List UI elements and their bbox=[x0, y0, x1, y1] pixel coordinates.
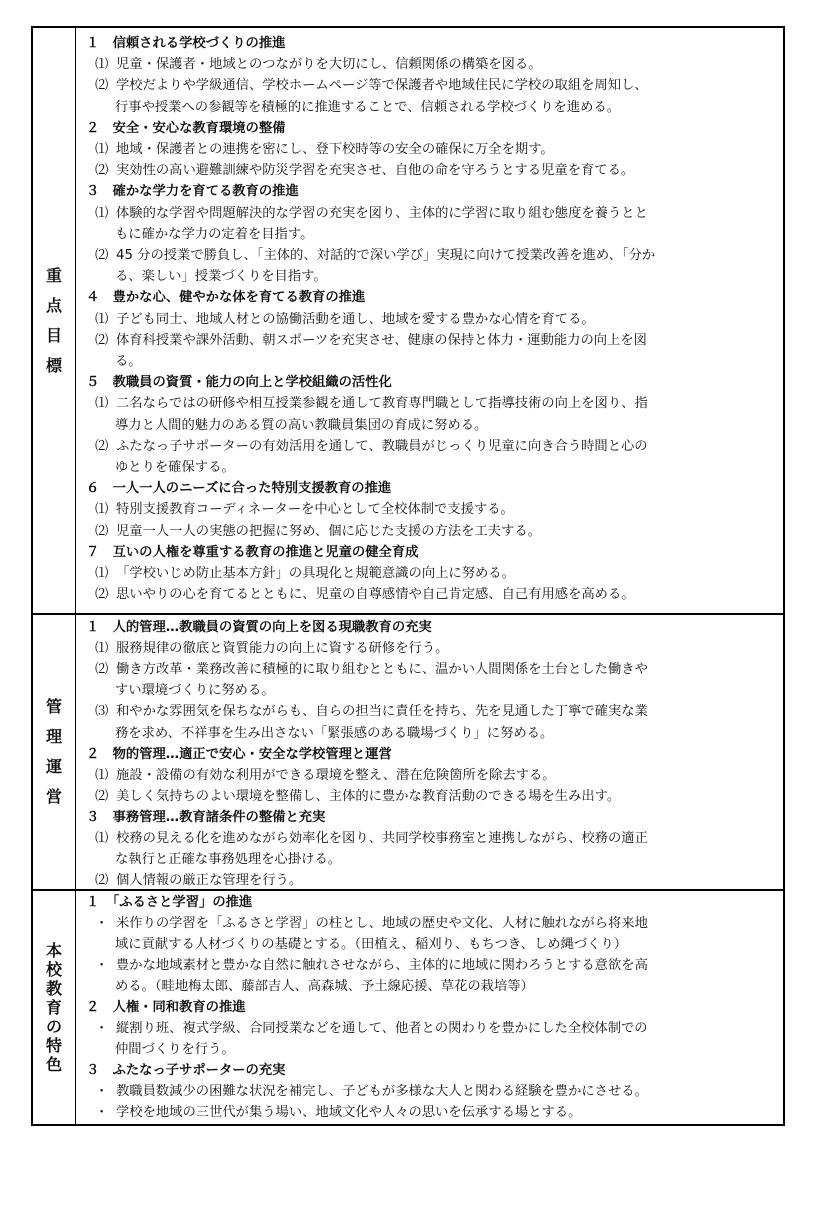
section-management bbox=[33, 613, 783, 889]
list-item bbox=[95, 1102, 581, 1123]
item-marker: ⑵ bbox=[95, 332, 109, 348]
item-text: 児童・保護者・地域とのつながりを大切にし、信頼関係の構築を図る。 bbox=[116, 57, 542, 73]
item-marker: ⑴ bbox=[95, 142, 109, 157]
section-label bbox=[33, 28, 76, 613]
item-text: 域に貢献する人材づくりの基礎とする。（田植え、稲刈り、もちつき、しめ縄づくり） bbox=[115, 937, 628, 952]
list-item bbox=[95, 1081, 648, 1102]
heading: ２ 物的管理…適正で安心・安全な学校管理と運営 bbox=[86, 746, 392, 762]
section-label-char: 特 bbox=[45, 1035, 62, 1055]
item-marker: ・ bbox=[95, 1021, 109, 1036]
heading: １ 「ふるさと学習」の推進 bbox=[86, 895, 253, 910]
heading: ４ 豊かな心、健やかな体を育てる教育の推進 bbox=[86, 290, 366, 306]
item-marker: ⑴ bbox=[95, 767, 109, 783]
list-item bbox=[95, 203, 648, 224]
item-text: 子ども同士、地域人材との協働活動を通し、地域を愛する豊かな心情を育てる。 bbox=[116, 311, 595, 327]
list-item bbox=[95, 1018, 648, 1039]
list-item bbox=[95, 309, 595, 330]
item-text: める。（畦地梅太郎、藤部吉人、高森城、予土線応援、草花の栽培等） bbox=[115, 979, 534, 994]
section-label-char: 重 bbox=[45, 265, 62, 285]
item-text: 施設・設備の有効な利用ができる環境を整え、潜在危険箇所を除去する。 bbox=[116, 767, 556, 783]
item-text: 縦割り班、複式学級、合同授業などを通して、他者との関わりを豊かにした全校体制での bbox=[116, 1021, 648, 1036]
section-label bbox=[33, 891, 76, 1124]
list-item bbox=[95, 563, 515, 584]
section-body bbox=[75, 615, 783, 889]
section-label-char: の bbox=[45, 1016, 62, 1036]
heading: ３ 事務管理…教育諸条件の整備と充実 bbox=[86, 809, 326, 825]
list-item bbox=[95, 521, 541, 542]
section-label-char: 管 bbox=[45, 697, 62, 716]
item-marker: ⑴ bbox=[95, 831, 109, 846]
section-label-char: 標 bbox=[45, 355, 62, 375]
list-item bbox=[95, 786, 620, 807]
item-marker: ⑴ bbox=[95, 205, 109, 221]
list-item-continuation bbox=[115, 934, 627, 955]
section-body bbox=[75, 28, 783, 613]
item-marker: ⑵ bbox=[95, 788, 109, 804]
list-item bbox=[95, 160, 634, 181]
heading: ７ 互いの人権を尊重する教育の推進と児童の健全育成 bbox=[86, 544, 419, 560]
item-marker: ⑴ bbox=[95, 57, 109, 73]
list-item bbox=[95, 436, 648, 457]
item-marker: ⑵ bbox=[95, 438, 109, 454]
heading: ２ 人権・同和教育の推進 bbox=[86, 1000, 246, 1015]
item-text: 校務の見える化を進めながら効率化を図り、共同学校事務室と連携しながら、校務の適正 bbox=[116, 831, 648, 846]
list-item bbox=[95, 913, 648, 934]
list-item bbox=[95, 584, 635, 605]
item-text: 思いやりの心を育てるとともに、児童の自尊感情や自己肯定感、自己有用感を高める。 bbox=[116, 587, 635, 603]
list-item-continuation bbox=[115, 97, 620, 118]
item-text: ふたなっ子サポーターの有効活用を通して、教職員がじっくり児童に向き合う時間と心の bbox=[116, 438, 648, 454]
item-text: 教職員数減少の困難な状況を補完し、子どもが多様な大人と関わる経験を豊かにさせる。 bbox=[116, 1084, 648, 1099]
item-text: 学校だよりや学級通信、学校ホームページ等で保護者や地域住民に学校の取組を周知し、 bbox=[116, 78, 648, 94]
list-item bbox=[95, 638, 448, 659]
heading: ６ 一人一人のニーズに合った特別支援教育の推進 bbox=[86, 481, 392, 497]
item-marker: ・ bbox=[95, 1084, 109, 1099]
section-label-char: 教 bbox=[45, 978, 62, 998]
item-marker: ・ bbox=[95, 958, 109, 973]
section-school-features bbox=[33, 889, 783, 1124]
section-body bbox=[75, 891, 783, 1124]
item-text: 美しく気持ちのよい環境を整備し、主体的に豊かな教育活動のできる場を生み出す。 bbox=[116, 788, 621, 804]
list-item-continuation bbox=[115, 1039, 235, 1060]
item-text: 務を求め、不祥事を生み出さない「緊張感のある職場づくり」に努める。 bbox=[115, 725, 554, 741]
item-text: ゆとりを確保する。 bbox=[115, 460, 235, 475]
item-marker: ⑴ bbox=[95, 502, 109, 518]
item-marker: ・ bbox=[95, 916, 109, 931]
heading: １ 人的管理…教職員の資質の向上を図る現職教育の充実 bbox=[86, 620, 432, 635]
section-label-char: 育 bbox=[45, 997, 62, 1017]
section-label-char: 営 bbox=[45, 787, 62, 806]
section-priority-goals bbox=[33, 28, 783, 613]
list-item bbox=[95, 499, 514, 520]
item-text: 豊かな地域素材と豊かな自然に触れさせながら、主体的に地域に関わろうとする意欲を高 bbox=[116, 958, 648, 973]
list-item bbox=[95, 828, 648, 849]
list-item bbox=[95, 139, 554, 160]
item-marker: ⑶ bbox=[95, 704, 109, 720]
list-item bbox=[95, 330, 647, 351]
heading: ５ 教職員の資質・能力の向上と学校組織の活性化 bbox=[86, 375, 392, 391]
section-label-char: 色 bbox=[45, 1054, 62, 1074]
item-marker: ⑴ bbox=[95, 566, 109, 581]
item-marker: ⑵ bbox=[95, 662, 109, 678]
item-text: 働き方改革・業務改善に積極的に取り組むとともに、温かい人間関係を土台とした働きや bbox=[116, 662, 648, 678]
list-item-continuation bbox=[115, 457, 235, 478]
list-item-continuation bbox=[115, 224, 313, 245]
list-item bbox=[95, 955, 648, 976]
section-label bbox=[33, 615, 76, 889]
item-marker: ⑴ bbox=[95, 641, 109, 657]
item-text: 体育科授業や課外活動、朝スポーツを充実させ、健康の保持と体力・運動能力の向上を図 bbox=[116, 332, 647, 348]
list-item bbox=[95, 54, 542, 75]
list-item-continuation bbox=[115, 849, 341, 870]
item-marker: ⑵ bbox=[95, 163, 109, 179]
item-text: 児童一人一人の実態の把握に努め、個に応じた支援の方法を工夫する。 bbox=[116, 523, 541, 539]
item-marker: ・ bbox=[95, 1105, 109, 1120]
list-item bbox=[95, 245, 655, 266]
list-item bbox=[95, 659, 648, 680]
list-item-continuation bbox=[115, 976, 534, 997]
heading: ３ ふたなっ子サポーターの充実 bbox=[86, 1063, 286, 1078]
list-item bbox=[95, 765, 556, 786]
list-item-continuation bbox=[115, 266, 327, 287]
item-text: 実効性の高い避難訓練や防災学習を充実させ、自他の命を守ろうとする児童を育てる。 bbox=[116, 163, 635, 179]
section-label-char: 点 bbox=[45, 295, 62, 315]
item-marker: ⑵ bbox=[95, 248, 109, 263]
item-text: 服務規律の徹底と資質能力の向上に資する研修を行う。 bbox=[116, 641, 449, 657]
item-text: すい環境づくりに努める。 bbox=[115, 683, 275, 699]
item-text: もに確かな学力の定着を目指す。 bbox=[115, 226, 314, 242]
list-item bbox=[95, 701, 648, 722]
item-text: 特別支援教育コーディネーターを中心として全校体制で支援する。 bbox=[116, 502, 514, 518]
item-text: 「学校いじめ防止基本方針」の具現化と規範意識の向上に努める。 bbox=[116, 566, 515, 581]
item-text: 個人情報の厳正な管理を行う。 bbox=[116, 873, 303, 889]
list-item bbox=[95, 393, 648, 414]
item-text: 導力と人間的魅力のある質の高い教職員集団の育成に努める。 bbox=[115, 417, 488, 433]
item-text: 米作りの学習を「ふるさと学習」の柱とし、地域の歴史や文化、人材に触れながら将来地 bbox=[116, 916, 648, 931]
list-item-continuation bbox=[115, 351, 142, 372]
item-text: 学校を地域の三世代が集う場い、地域文化や人々の思いを伝承する場とする。 bbox=[116, 1105, 582, 1120]
item-text: 地域・保護者との連携を密にし、登下校時等の安全の確保に万全を期す。 bbox=[116, 142, 554, 157]
list-item-continuation bbox=[115, 723, 553, 744]
list-item-continuation bbox=[115, 680, 275, 701]
item-text: る、楽しい」授業づくりを目指す。 bbox=[115, 269, 327, 285]
list-item bbox=[95, 75, 648, 96]
list-item-continuation bbox=[115, 415, 487, 436]
section-label-char: 本 bbox=[45, 940, 62, 960]
heading: ２ 安全・安心な教育環境の整備 bbox=[86, 120, 286, 136]
item-text: 体験的な学習や問題解決的な学習の充実を図り、主体的に学習に取り組む態度を養うとと bbox=[116, 205, 648, 221]
section-label-char: 目 bbox=[45, 325, 62, 345]
item-marker: ⑴ bbox=[95, 311, 109, 327]
policy-table bbox=[31, 26, 785, 1126]
item-text: な執行と正確な事務処理を心掛ける。 bbox=[115, 852, 342, 868]
item-text: 二名ならではの研修や相互授業参観を通して教育専門職として指導技術の向上を図り、指 bbox=[116, 396, 648, 412]
heading: １ 信頼される学校づくりの推進 bbox=[86, 36, 286, 51]
section-label-char: 理 bbox=[45, 727, 62, 746]
item-text: る。 bbox=[115, 354, 142, 369]
item-text: 仲間づくりを行う。 bbox=[115, 1042, 235, 1057]
item-marker: ⑵ bbox=[95, 587, 109, 603]
item-marker: ⑴ bbox=[95, 396, 109, 412]
item-text: 和やかな雰囲気を保ちながらも、自らの担当に責任を持ち、先を見通した丁寧で確実な業 bbox=[116, 704, 648, 720]
item-marker: ⑵ bbox=[95, 78, 109, 94]
section-label-char: 運 bbox=[45, 757, 62, 776]
heading: ３ 確かな学力を育てる教育の推進 bbox=[86, 184, 299, 200]
section-label-char: 校 bbox=[45, 959, 62, 979]
item-marker: ⑵ bbox=[95, 523, 109, 539]
item-text: 45 分の授業で勝負し、「主体的、対話的で深い学び」実現に向けて授業改善を進め、「分か bbox=[116, 248, 656, 263]
item-marker: ⑵ bbox=[95, 873, 109, 889]
item-text: 行事や授業への参観等を積極的に推進することで、信頼される学校づくりを進める。 bbox=[115, 99, 621, 115]
